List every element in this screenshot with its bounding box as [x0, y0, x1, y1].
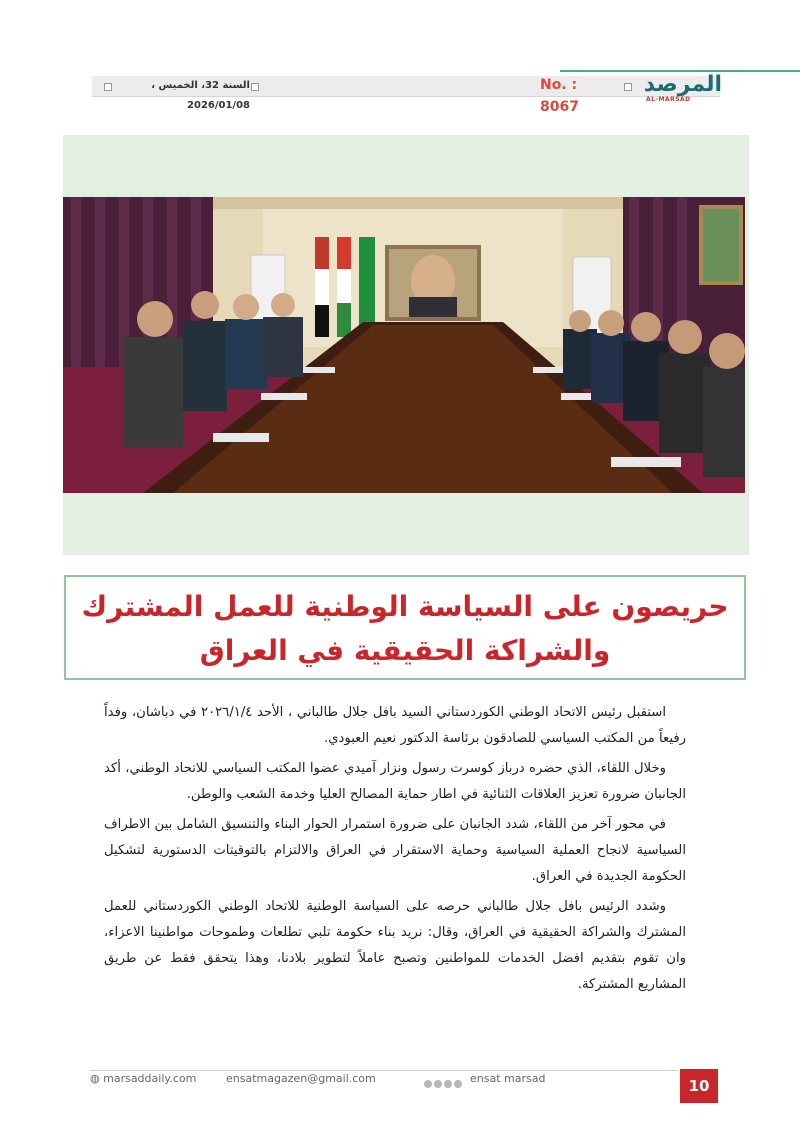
social-icons: [424, 1073, 468, 1085]
header-square-icon: [624, 83, 632, 91]
headline: [66, 585, 744, 673]
footer-divider: [90, 1070, 678, 1071]
article-paragraph: وخلال اللقاء، الذي حضره درباز كوسرت رسول ونزار آميدي عضوا المكتب السياسي للاتحاد الوطني، أكد الجانبان ضرورة تعزيز العلاقات الثنائية في اطار حماية المصالح العليا وخدمة الشعب والوطن.: [104, 761, 686, 802]
website-link[interactable]: marsaddaily.com: [103, 1072, 197, 1085]
twitter-icon[interactable]: [434, 1080, 442, 1088]
headline-line-2: والشراكة الحقيقية في العراق: [199, 634, 611, 667]
masthead-logo: [636, 72, 722, 102]
footer-social-handle[interactable]: ensat marsad: [470, 1072, 546, 1085]
issue-info: السنة 32، الخميس ، 2026/01/08: [151, 80, 250, 111]
footer-website[interactable]: [90, 1072, 196, 1086]
headline-frame: [64, 575, 746, 680]
article-paragraph: استقبل رئيس الاتحاد الوطني الكوردستاني السيد بافل جلال طالباني ، الأحد ٢٠٢٦/١/٤ في دباشان، وفداً رفيعاً من المكتب السياسي للصادقون برئاسة الدكتور نعيم العبودي.: [104, 705, 686, 746]
article-paragraph: وشدد الرئيس بافل جلال طالباني حرصه على السياسة الوطنية للاتحاد الوطني الكوردستاني للعمل المشترك والشراكة الحقيقية في العراق، وقال: نريد بناء حكومة تلبي تطلعات وطموحات مواطنينا الاعزاء، وان تقوم بتقديم افضل الخدمات للمواطنين وتصبح عاملاً لتطوير بلادنا، وهذا يتحقق فقط عن طريق المشاريع المشتركة.: [104, 899, 686, 992]
page-number: 10: [680, 1069, 718, 1103]
instagram-icon[interactable]: [444, 1080, 452, 1088]
facebook-icon[interactable]: [424, 1080, 432, 1088]
article-paragraph: في محور آخر من اللقاء، شدد الجانبان على ضرورة استمرار الحوار البناء والتنسيق الشامل بين الاطراف السياسية لانجاح العملية السياسية وحماية الاستقرار في العراق والالتزام بالتوقيتات الدستورية لتشكيل الحكومة الجديدة في العراق.: [104, 817, 686, 884]
article-body: [104, 700, 686, 1002]
header-square-icon: [251, 83, 259, 91]
globe-icon: ◍: [90, 1072, 100, 1085]
meeting-photo: [63, 197, 745, 493]
issue-number: No. : 8067: [540, 77, 579, 115]
footer-email[interactable]: ensatmagazen@gmail.com: [226, 1072, 376, 1085]
youtube-icon[interactable]: [454, 1080, 462, 1088]
headline-line-1: حريصون على السياسة الوطنية للعمل المشترك: [81, 590, 729, 623]
logo-subtitle: AL-MARSAD: [646, 96, 691, 103]
logo-text: المرصد: [643, 72, 722, 97]
